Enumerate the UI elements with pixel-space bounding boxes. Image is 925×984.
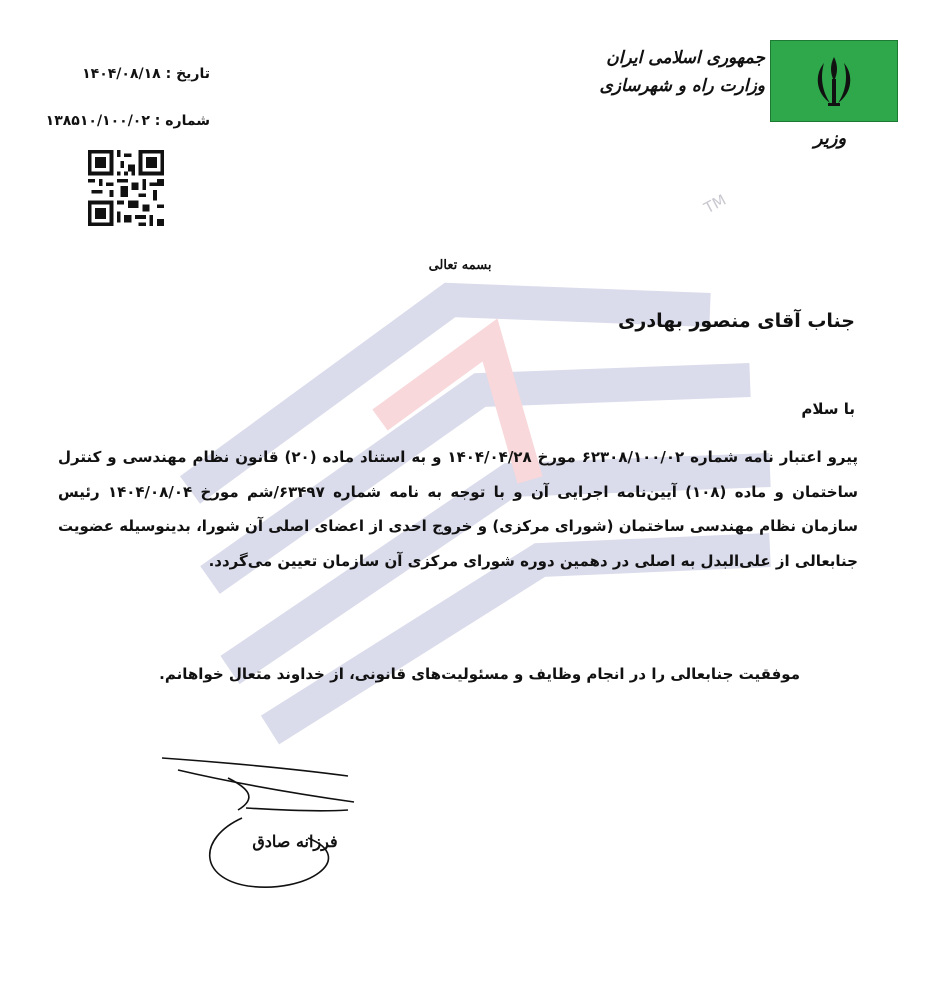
ministry-name: وزارت راه و شهرسازی [599, 76, 765, 96]
number-label: شماره : [154, 113, 210, 129]
letterhead-text [599, 45, 765, 101]
number-value: ۱۳۸۵۱۰/۱۰۰/۰۲ [45, 113, 150, 129]
trademark-mark: TM [701, 190, 730, 218]
minister-title: وزیر [813, 128, 847, 149]
signer-name: فرزانه صادق [252, 832, 338, 851]
recipient-name: جناب آقای منصور بهادری [617, 310, 855, 332]
flag-emblem [770, 40, 898, 122]
invocation-heading: بسمه تعالی [428, 258, 492, 273]
letter-date [40, 66, 210, 82]
letter-number [40, 113, 210, 129]
emblem-icon [808, 51, 860, 111]
closing-line: موفقیت جنابعالی را در انجام وظایف و مسئولیت‌های قانونی، از خداوند متعال خواهانم. [159, 665, 800, 683]
qr-code [88, 150, 164, 226]
date-label: تاریخ : [165, 66, 210, 82]
country-name: جمهوری اسلامی ایران [606, 48, 765, 68]
letter-body: پیرو اعتبار نامه شماره ۶۲۳۰۸/۱۰۰/۰۲ مورخ ۱۴۰۴/۰۴/۲۸ و به استناد ماده (۲۰) قانون نظام مهندسی و کنترل ساختمان و ماده (۱۰۸) آیین‌نامه اجرایی آن و با توجه به نامه شماره ۶۳۴۹۷/شم مورخ ۱۴۰۴/۰۸/۰۴ رئیس سازمان نظام مهندسی ساختمان (شورای مرکزی) و خروج احدی از اعضای اصلی آن شورا، بدینوسیله عضویت جنابعالی از علی‌البدل به اصلی در دهمین دوره شورای مرکزی آن سازمان تعیین می‌گردد. [58, 448, 858, 570]
greeting: با سلام [801, 400, 855, 418]
signature [158, 748, 358, 908]
date-value: ۱۴۰۴/۰۸/۱۸ [82, 66, 161, 82]
